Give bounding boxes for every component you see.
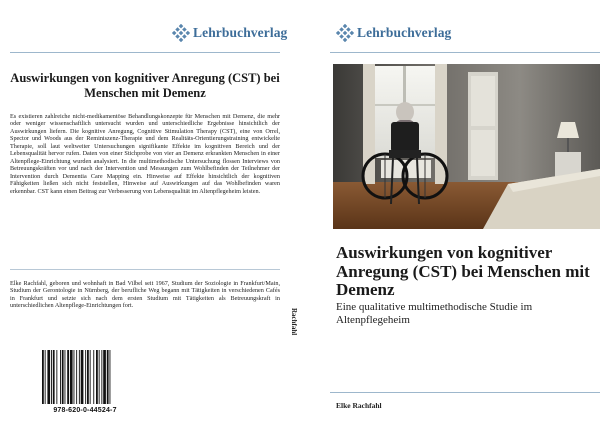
book-spine (287, 14, 301, 424)
barcode-icon (40, 350, 130, 406)
back-header-rule (10, 52, 280, 53)
front-author-name: Elke Rachfahl (336, 401, 382, 410)
spine-author (287, 308, 301, 368)
front-book-subtitle: Eine qualitative multimethodische Studie im Altenpflegeheim (336, 301, 533, 326)
publisher-mark-icon (172, 24, 190, 42)
isbn-barcode (37, 347, 133, 417)
book-abstract: Es existieren zahlreiche nicht-medikamentöse Behandlungskonzepte für Menschen mit Demenz, die mehr oder weniger wissenschaftlich untersucht wurden und unterschiedliche Ergebnisse hinsichtlich der Auswirkungen liefern. Die kognitive Anregung, Cognitive Stimulation Therapy (CST), eine von Orrel, Spector und Woods aus der Reminiszenz-Therapie und dem Realitäts-Orientierungstraining entwickelte Therapie, soll laut weltweiter Untersuchungen signifikante Effekte im kognitiven Bereich und der Lebensqualität hervor rufen. Daten von einer Stichprobe von vier an Demenz erkrankten Menschen in einer Altenpflege-Einrichtung wurden analysiert. In die multimethodische Untersuchung flossen Interviews von Betreuungskräften vor und nach der Intervention und Messungen zum Wohlbefinden der Teilnehmer der Intervention durch Dementia Care Mapping ein. Hinweise auf Effekte hinsichtlich der kognitiven Fähigkeiten ließen sich nicht feststellen, Hinweise auf Auswirkungen auf das Wohlbefinden waren erkennbar. CST kann einen Beitrag zur Verbesserung von Lebensqualität im Altenpflegeheim leisten. (10, 113, 280, 195)
spine-author-text: Rachfahl (290, 308, 298, 336)
cover-photo (333, 64, 600, 229)
back-book-title: Auswirkungen von kognitiver Anregung (CST) bei Menschen mit Demenz (10, 71, 280, 100)
back-publisher-logo (172, 24, 287, 42)
front-author-rule (330, 392, 600, 393)
front-book-title: Auswirkungen von kognitiver Anregung (CST) bei Menschen mit Demenz (336, 243, 590, 299)
back-divider (10, 269, 280, 270)
publisher-name: Lehrbuchverlag (193, 25, 288, 40)
front-cover (310, 14, 600, 424)
publisher-name: Lehrbuchverlag (357, 25, 452, 40)
wheelchair-window-photo (333, 64, 600, 229)
front-publisher-logo (336, 24, 451, 42)
front-header-rule (330, 52, 600, 53)
author-biography: Elke Rachfahl, geboren und wohnhaft in Bad Vilbel seit 1967, Studium der Soziologie in Frankfurt/Main, Studium der Gerontologie in Nürnberg, der berufliche Weg begann mit Tätigkeiten in verschiedenen Cafés in Frankfurt und setzte sich nach dem ersten Studium mit Tätigkeiten als Betreuungskraft in unterschiedlichen Altenpflege-Einrichtungen fort. (10, 280, 280, 310)
back-cover (10, 14, 288, 424)
publisher-mark-icon (336, 24, 354, 42)
isbn-number: 978-620-0-44524-7 (53, 407, 117, 414)
